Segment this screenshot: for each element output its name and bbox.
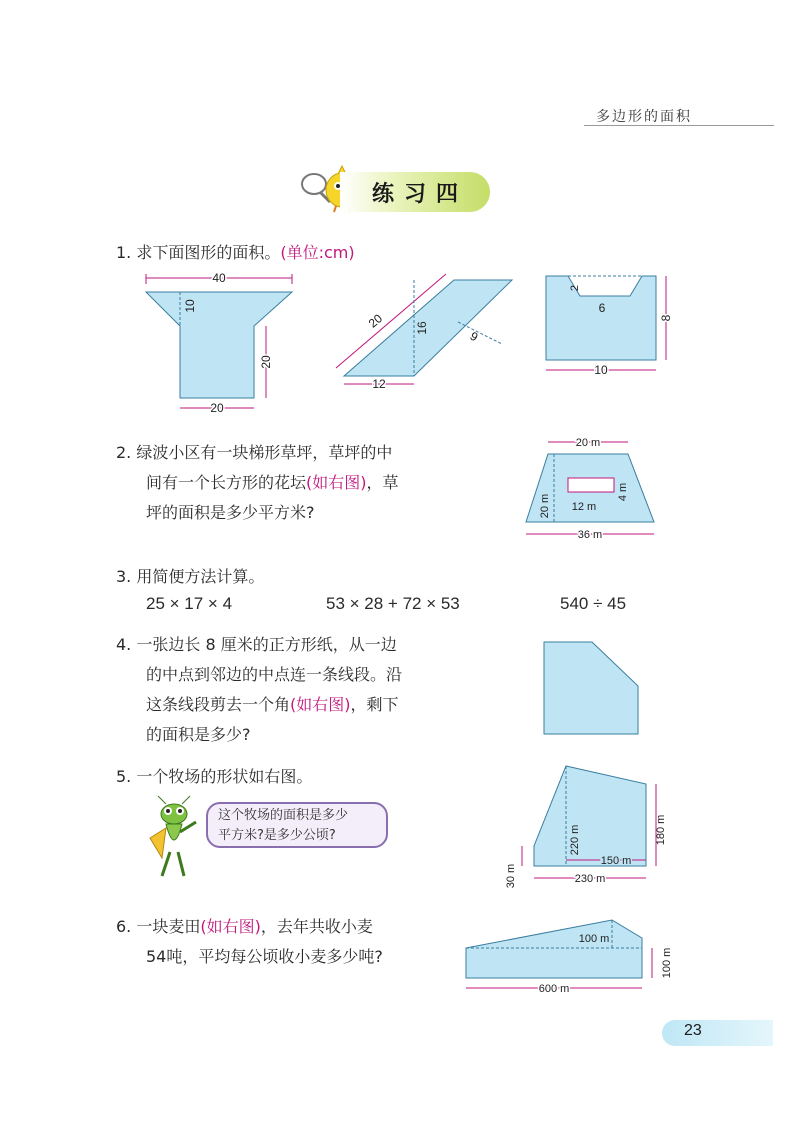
dim-rect-height: 4 m bbox=[617, 482, 629, 502]
question-2 bbox=[116, 438, 399, 528]
q4-line2: 的中点到邻边的中点连一条线段。沿 bbox=[146, 665, 403, 684]
q6-line1a: 一块麦田 bbox=[136, 917, 201, 936]
dim-rect-width: 12 m bbox=[571, 501, 597, 513]
question-number: 2. bbox=[116, 443, 132, 462]
question-number: 3. bbox=[116, 567, 132, 586]
header-divider bbox=[584, 125, 774, 126]
q2-line2-highlight: (如右图) bbox=[306, 473, 367, 492]
question-number: 4. bbox=[116, 635, 132, 654]
dim-cut-depth: 2 bbox=[569, 284, 581, 292]
dim-top-segment: 100 m bbox=[578, 933, 610, 945]
dim-side: 20 bbox=[365, 311, 386, 331]
q4-line4: 的面积是多少? bbox=[146, 725, 251, 744]
page-number: 23 bbox=[684, 1022, 702, 1039]
dim-height: 20 m bbox=[539, 493, 551, 519]
question-number: 1. bbox=[116, 243, 132, 262]
dim-bottom: 20 bbox=[210, 401, 224, 415]
q6-line1-highlight: (如右图) bbox=[200, 917, 261, 936]
dim-height: 8 bbox=[659, 314, 673, 322]
expression-1: 25 × 17 × 4 bbox=[146, 594, 233, 613]
question-number: 6. bbox=[116, 917, 132, 936]
question-text: 一个牧场的形状如右图。 bbox=[136, 767, 313, 786]
section-title: 多边形的面积 bbox=[596, 109, 692, 125]
question-number: 5. bbox=[116, 767, 132, 786]
q6-line2: 54吨，平均每公顷收小麦多少吨? bbox=[146, 947, 383, 966]
dim-cut-width: 6 bbox=[598, 301, 606, 315]
dim-bottom: 600 m bbox=[538, 983, 570, 995]
exercise-title: 练习四 bbox=[372, 182, 469, 207]
grasshopper-mascot-icon bbox=[144, 796, 204, 882]
expression-3: 540 ÷ 45 bbox=[560, 594, 627, 613]
question-3 bbox=[116, 562, 264, 592]
q2-line2a: 间有一个长方形的花坛 bbox=[146, 473, 307, 492]
question-text: 用简便方法计算。 bbox=[136, 567, 265, 586]
question-1 bbox=[116, 238, 355, 268]
figure-t-shape bbox=[130, 270, 300, 420]
bubble-line2: 平方米?是多少公顷? bbox=[218, 828, 336, 843]
unit-note: (单位:cm) bbox=[280, 243, 355, 262]
q2-line1: 绿波小区有一块梯形草坪，草坪的中 bbox=[136, 443, 393, 462]
dim-top: 40 bbox=[212, 271, 226, 285]
dim-height-bottom: 20 bbox=[259, 355, 273, 369]
dim-top: 20 m bbox=[575, 437, 601, 449]
dim-base: 12 bbox=[372, 377, 386, 391]
figure-notched-rectangle bbox=[540, 270, 690, 380]
question-5 bbox=[116, 762, 312, 792]
q4-line3b: ，剩下 bbox=[350, 695, 399, 714]
question-text: 求下面图形的面积。 bbox=[136, 243, 281, 262]
bubble-line1: 这个牧场的面积是多少 bbox=[218, 808, 349, 823]
figure-parallelogram bbox=[330, 270, 530, 400]
dim-slant-height: 9 bbox=[467, 328, 481, 345]
dim-bottom: 36 m bbox=[577, 529, 603, 541]
q4-line1: 一张边长 8 厘米的正方形纸，从一边 bbox=[136, 635, 397, 654]
figure-pasture bbox=[500, 760, 680, 896]
dim-inner-width: 150 m bbox=[600, 855, 632, 867]
figure-trapezoid-lawn bbox=[518, 436, 664, 546]
dim-right-height: 100 m bbox=[661, 947, 673, 979]
q2-line2b: ，草 bbox=[366, 473, 399, 492]
speech-bubble bbox=[206, 802, 388, 848]
figure-wheat-field bbox=[460, 912, 680, 998]
q4-line3-highlight: (如右图) bbox=[290, 695, 351, 714]
dim-height-top: 10 bbox=[183, 299, 197, 313]
dim-right-height: 180 m bbox=[655, 814, 667, 846]
dim-inner-height: 220 m bbox=[569, 824, 581, 856]
page-number-tab bbox=[662, 1020, 773, 1046]
dim-left-height: 30 m bbox=[505, 863, 517, 889]
dim-middle: 16 bbox=[415, 321, 429, 335]
q6-line1b: ，去年共收小麦 bbox=[260, 917, 373, 936]
q2-line3: 坪的面积是多少平方米? bbox=[146, 503, 315, 522]
expression-2: 53 × 28 + 72 × 53 bbox=[326, 594, 460, 613]
question-4 bbox=[116, 630, 402, 750]
figure-cut-square bbox=[542, 640, 642, 740]
dim-width: 10 bbox=[594, 363, 608, 377]
question-6 bbox=[116, 912, 383, 972]
q4-line3a: 这条线段剪去一个角 bbox=[146, 695, 291, 714]
dim-bottom: 230 m bbox=[574, 873, 606, 885]
